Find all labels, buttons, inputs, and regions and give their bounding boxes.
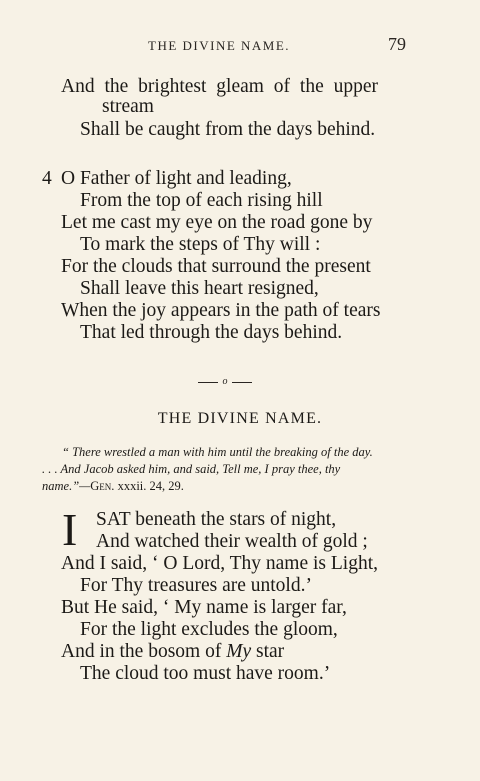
verse-line: SAT beneath the stars of night, — [96, 509, 337, 530]
verse-line: For Thy treasures are untold.’ — [80, 575, 312, 596]
verse-line: But He said, ‘ My name is larger far, — [61, 597, 347, 618]
verse-text: And in the bosom of — [61, 641, 227, 662]
stanza-number: 4 — [42, 168, 52, 189]
epigraph-end: name.”— — [42, 479, 91, 493]
verse-line: For the light excludes the gloom, — [80, 619, 338, 640]
verse-line: stream — [102, 96, 154, 117]
section-divider — [198, 377, 252, 387]
running-title: THE DIVINE NAME. — [148, 38, 291, 53]
drop-cap: I — [62, 504, 78, 555]
epigraph-line: “ There wrestled a man with him until the breaking of the day. — [62, 445, 373, 459]
epigraph-citation — [42, 478, 184, 495]
verse-line: Shall leave this heart resigned, — [80, 278, 319, 299]
verse-line: Let me cast my eye on the road gone by — [61, 212, 373, 233]
verse-line: And the brightest gleam of the upper — [61, 76, 379, 97]
verse-line: For the clouds that surround the present — [61, 256, 371, 277]
section-title: THE DIVINE NAME. — [157, 410, 323, 427]
epigraph-line: . . . And Jacob asked him, and said, Tell me, I pray thee, thy — [42, 462, 341, 476]
verse-line: Shall be caught from the days behind. — [80, 119, 376, 140]
verse-line: From the top of each rising hill — [80, 190, 323, 211]
verse-text: star — [251, 641, 285, 662]
verse-line: O Father of light and leading, — [61, 168, 292, 189]
page-number: 79 — [388, 34, 406, 54]
citation-book: Gen. — [90, 479, 115, 493]
verse-line: That led through the days behind. — [80, 322, 343, 343]
emphasis: My — [226, 641, 252, 662]
verse-line — [61, 641, 284, 663]
verse-line: When the joy appears in the path of tears — [61, 300, 381, 321]
citation-ref: xxxii. 24, 29. — [114, 479, 184, 493]
divider-bar — [198, 382, 218, 383]
verse-line: And watched their wealth of gold ; — [96, 531, 368, 552]
divider-bar — [232, 382, 252, 383]
divider-ornament: o — [222, 376, 228, 387]
verse-line: To mark the steps of Thy will : — [80, 234, 321, 255]
verse-line: And I said, ‘ O Lord, Thy name is Light, — [61, 553, 379, 574]
verse-line: The cloud too must have room.’ — [80, 663, 331, 684]
